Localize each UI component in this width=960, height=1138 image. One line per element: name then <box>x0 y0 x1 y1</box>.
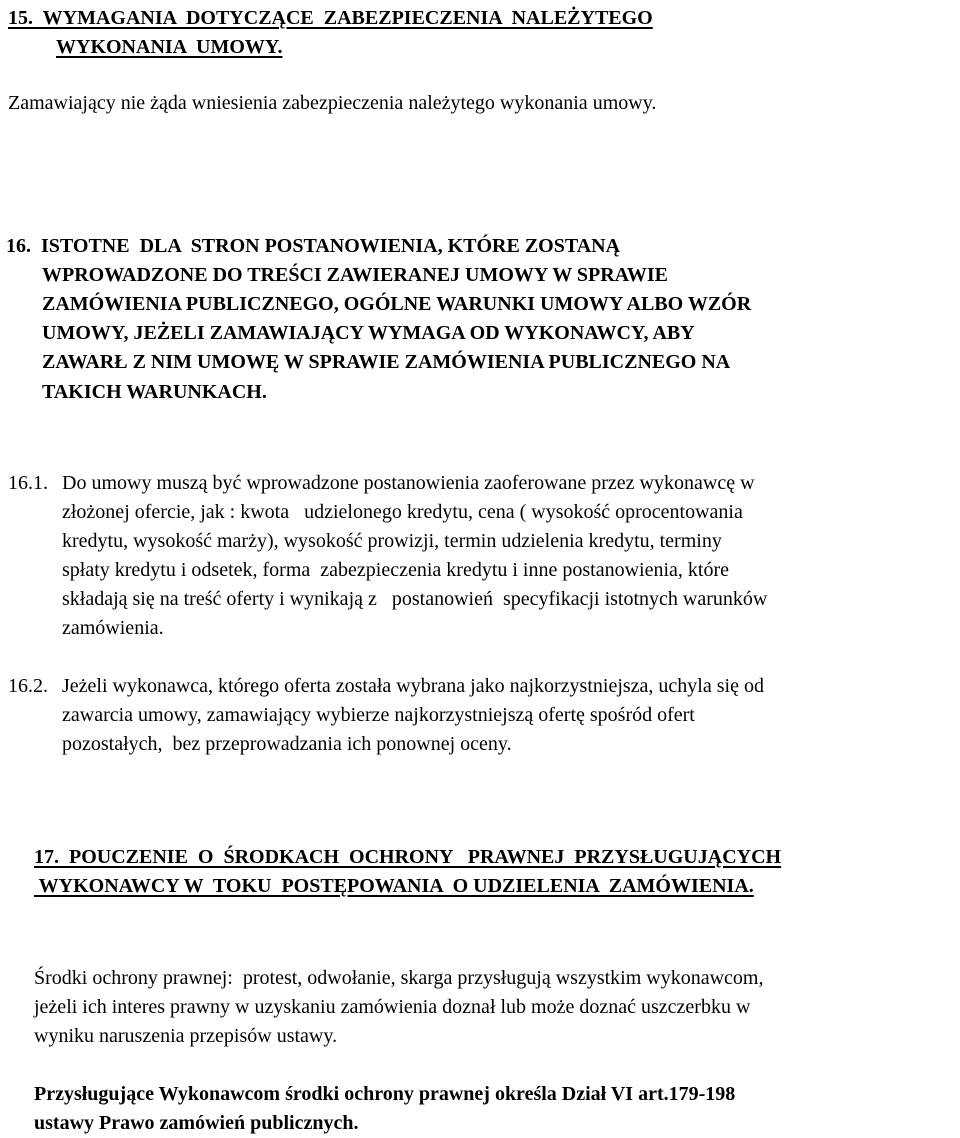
paragraph-16-2-line-3: pozostałych, bez przeprowadzania ich ponownej oceny. <box>62 733 512 755</box>
section-16-heading-line-6: TAKICH WARUNKACH. <box>42 381 267 403</box>
paragraph-16-1-line-5: składają się na treść oferty i wynikają z postanowień specyfikacji istotnych warunków <box>62 588 768 610</box>
section-16-heading-line-5: ZAWARŁ Z NIM UMOWĘ W SPRAWIE ZAMÓWIENIA PUBLICZNEGO NA <box>42 351 731 373</box>
section-17-heading-line-2: WYKONAWCY W TOKU POSTĘPOWANIA O UDZIELENIA ZAMÓWIENIA. <box>34 875 754 897</box>
section-16-heading-line-1: 16. ISTOTNE DLA STRON POSTANOWIENIA, KTÓRE ZOSTANĄ <box>6 235 621 257</box>
section-17-paragraph-2-line-2: ustawy Prawo zamówień publicznych. <box>34 1112 359 1134</box>
section-17-paragraph-1-line-2: jeżeli ich interes prawny w uzyskaniu zamówienia doznał lub może doznać uszczerbku w <box>34 996 751 1018</box>
paragraph-16-1-line-2: złożonej ofercie, jak : kwota udzielonego kredytu, cena ( wysokość oprocentowania <box>62 501 743 523</box>
paragraph-16-1-line-1: Do umowy muszą być wprowadzone postanowienia zaoferowane przez wykonawcę w <box>62 472 755 494</box>
section-16-heading-line-3: ZAMÓWIENIA PUBLICZNEGO, OGÓLNE WARUNKI UMOWY ALBO WZÓR <box>42 293 752 315</box>
paragraph-16-1-line-4: spłaty kredytu i odsetek, forma zabezpieczenia kredytu i inne postanowienia, które <box>62 559 729 581</box>
section-17-heading-line-1: 17. POUCZENIE O ŚRODKACH OCHRONY PRAWNEJ PRZYSŁUGUJĄCYCH <box>34 846 782 868</box>
section-17-paragraph-1-line-3: wyniku naruszenia przepisów ustawy. <box>34 1025 338 1047</box>
section-16-heading-line-2: WPROWADZONE DO TREŚCI ZAWIERANEJ UMOWY W SPRAWIE <box>42 264 669 286</box>
paragraph-16-2-line-2: zawarcia umowy, zamawiający wybierze najkorzystniejszą ofertę spośród ofert <box>62 704 695 726</box>
section-15-heading-line-2: WYKONANIA UMOWY. <box>56 36 283 58</box>
paragraph-16-2-number: 16.2. <box>8 675 48 697</box>
section-17-paragraph-1-line-1: Środki ochrony prawnej: protest, odwołanie, skarga przysługują wszystkim wykonawcom, <box>34 967 764 989</box>
section-17-paragraph-2-line-1: Przysługujące Wykonawcom środki ochrony prawnej określa Dział VI art.179-198 <box>34 1083 736 1105</box>
section-15-heading-line-1: 15. WYMAGANIA DOTYCZĄCE ZABEZPIECZENIA NALEŻYTEGO <box>8 7 653 29</box>
section-15-body: Zamawiający nie żąda wniesienia zabezpieczenia należytego wykonania umowy. <box>8 92 657 114</box>
paragraph-16-1-line-3: kredytu, wysokość marży), wysokość prowizji, termin udzielenia kredytu, terminy <box>62 530 722 552</box>
paragraph-16-1-number: 16.1. <box>8 472 48 494</box>
paragraph-16-1-line-6: zamówienia. <box>62 617 164 639</box>
paragraph-16-2-line-1: Jeżeli wykonawca, którego oferta została wybrana jako najkorzystniejsza, uchyla się od <box>62 675 764 697</box>
section-16-heading-line-4: UMOWY, JEŻELI ZAMAWIAJĄCY WYMAGA OD WYKONAWCY, ABY <box>42 322 695 344</box>
